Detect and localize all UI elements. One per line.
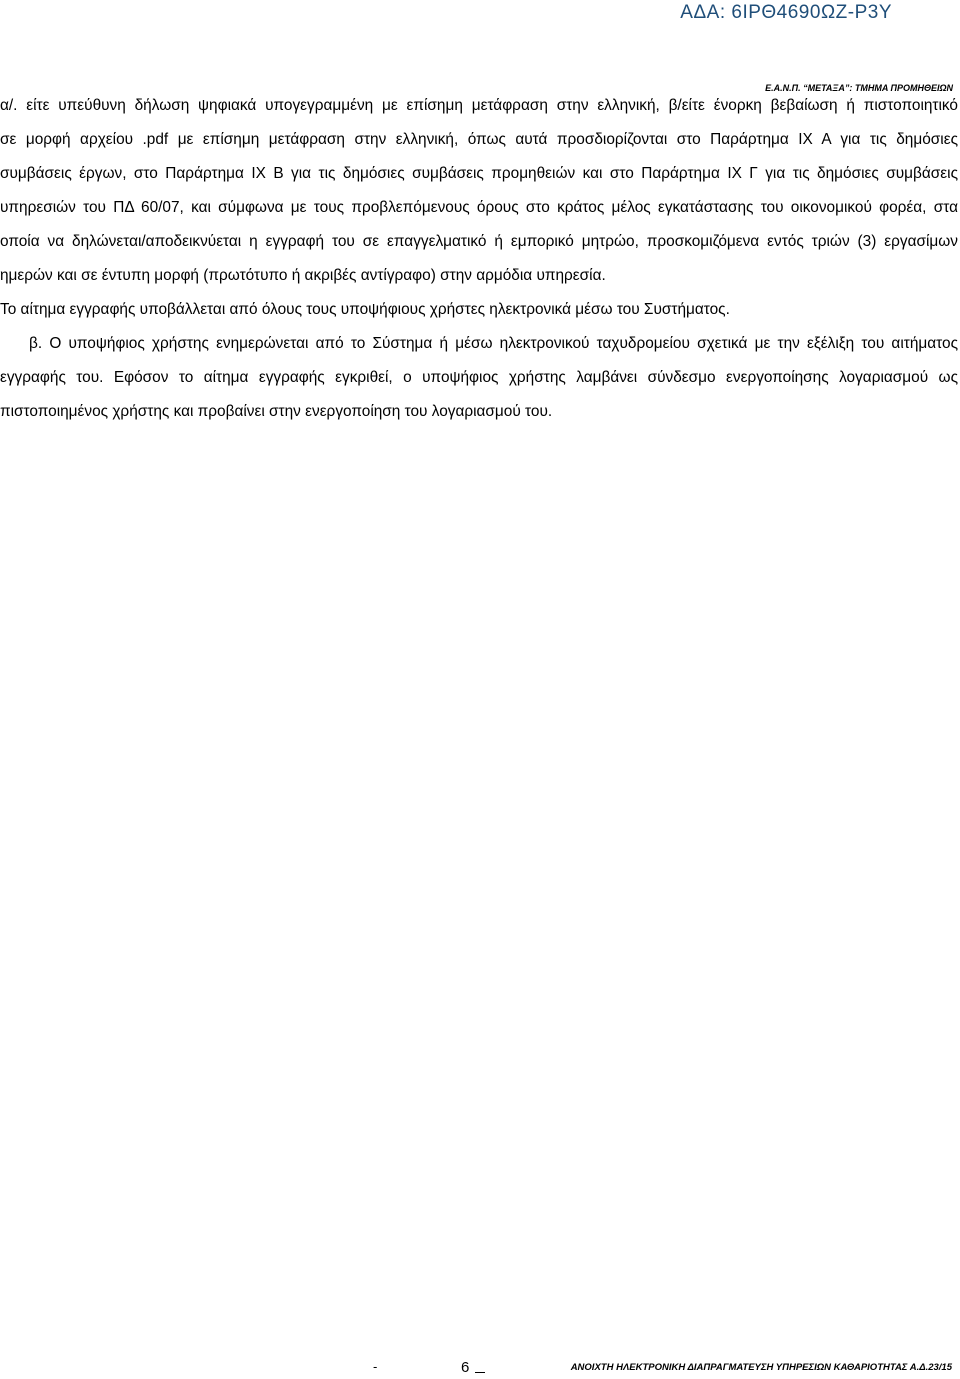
text-line: πιστοποιημένος χρήστης και προβαίνει στην ενεργοποίηση του λογαριασμού του. <box>0 403 553 420</box>
page-footer <box>0 1359 960 1377</box>
footer-dash: - <box>373 1359 378 1374</box>
text-line: Το αίτημα εγγραφής υποβάλλεται από όλους τους υποψήφιους χρήστες ηλεκτρονικά μέσω του Συστήματος. <box>0 301 730 318</box>
text-line: β. Ο υποψήφιος χρήστης ενημερώνεται από το Σύστημα ή μέσω ηλεκτρονικού ταχυδρομείου σχετικά με την εξέλιξη του αιτήματος <box>29 335 958 352</box>
text-line: εγγραφής του. Εφόσον το αίτημα εγγραφής εγκριθεί, ο υποψήφιος χρήστης λαμβάνει σύνδεσμο ενεργοποίησης λογαριασμού ως <box>0 369 958 386</box>
text-line: σε μορφή αρχείου .pdf με επίσημη μετάφραση στην ελληνική, όπως αυτά προσδιορίζονται στο Παράρτημα ΙΧ Α για τις δημόσιες <box>0 131 958 148</box>
text-line: ημερών και σε έντυπη μορφή (πρωτότυπο ή ακριβές αντίγραφο) στην αρμόδια υπηρεσία. <box>0 267 606 284</box>
footer-title: ΑΝΟΙΧΤΗ ΗΛΕΚΤΡΟΝΙΚΗ ΔΙΑΠΡΑΓΜΑΤΕΥΣΗ ΥΠΗΡΕΣΙΩΝ ΚΑΘΑΡΙΟΤΗΤΑΣ Α.Δ.23/15 <box>570 1362 952 1373</box>
page-number: 6 <box>461 1359 470 1376</box>
text-line: υπηρεσιών του ΠΔ 60/07, και σύμφωνα με τους προβλεπόμενους όρους στο κράτος μέλος εγκατάστασης του οικονομικού φορέα, στα <box>0 199 958 216</box>
paragraph-registration-request <box>0 293 958 327</box>
paragraph-user-notification <box>0 327 958 429</box>
text-line: συμβάσεις έργων, στο Παράρτημα ΙΧ Β για τις δημόσιες συμβάσεις προμηθειών και στο Παράρτημα ΙΧ Γ για τις δημόσιες συμβάσεις <box>0 165 958 182</box>
paragraph-registration-documents <box>0 89 958 293</box>
organization-header: Ε.Α.Ν.Π. “ΜΕΤΑΞΑ”: ΤΜΗΜΑ ΠΡΟΜΗΘΕΙΩΝ <box>765 83 953 93</box>
document-body <box>0 89 958 429</box>
text-line: α/. είτε υπεύθυνη δήλωση ψηφιακά υπογεγραμμένη με επίσημη μετάφραση στην ελληνική, β/είτε ένορκη βεβαίωση ή πιστοποιητικό <box>0 97 958 114</box>
page-number-underline <box>475 1372 485 1373</box>
ada-code: ΑΔΑ: 6ΙΡΘ4690ΩΖ-Ρ3Υ <box>680 2 892 23</box>
text-line: οποία να δηλώνεται/αποδεικνύεται η εγγραφή του σε επαγγελματικό ή εμπορικό μητρώο, προσκομιζόμενα εντός τριών (3) εργασίμων <box>0 233 958 250</box>
